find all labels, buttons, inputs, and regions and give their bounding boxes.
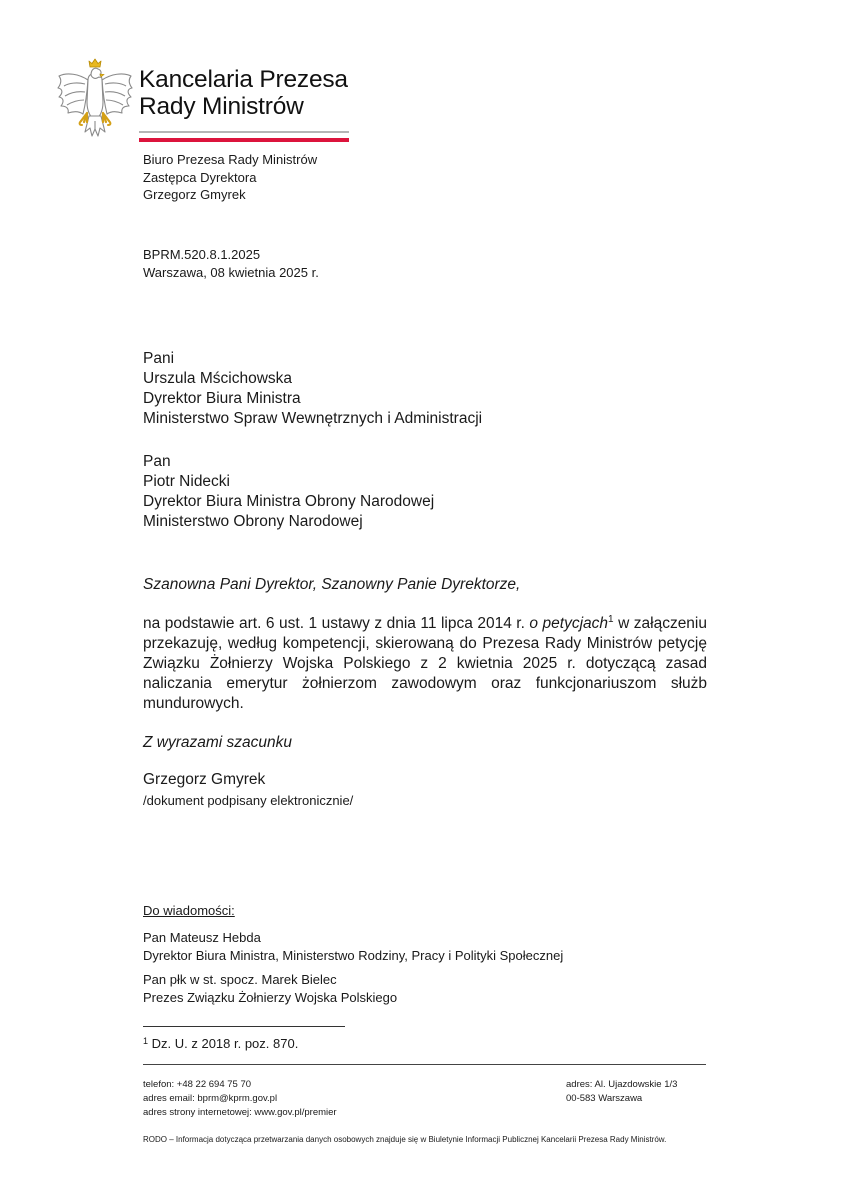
footnote — [143, 1036, 298, 1051]
organization-name — [139, 66, 348, 120]
cc-entry — [143, 971, 397, 1006]
footer-address — [566, 1078, 677, 1106]
footer-address-line1: adres: Al. Ujazdowskie 1/3 — [566, 1079, 678, 1090]
reference-block — [143, 246, 319, 281]
electronic-signature-note: /dokument podpisany elektronicznie/ — [143, 793, 354, 808]
recipient-title: Pani — [143, 350, 175, 367]
place-and-date: Warszawa, 08 kwietnia 2025 r. — [143, 264, 319, 280]
law-title: o petycjach — [529, 615, 609, 632]
recipient-position: Dyrektor Biura Ministra Obrony Narodowej — [143, 493, 435, 510]
cc-entry-name: Pan płk w st. spocz. Marek Bielec — [143, 972, 337, 987]
sender-position: Zastępca Dyrektora — [143, 169, 257, 185]
recipient-block — [143, 349, 482, 429]
salutation: Szanowna Pani Dyrektor, Szanowny Panie Dyrektorze, — [143, 576, 521, 593]
header-rule-red — [139, 138, 349, 142]
header-rule-gray — [139, 131, 349, 133]
cc-entry-position: Dyrektor Biura Ministra, Ministerstwo Rodziny, Pracy i Polityki Społecznej — [143, 947, 564, 963]
footnote-number: 1 — [143, 1036, 149, 1046]
footnote-separator — [143, 1026, 345, 1027]
letter-body-text: na podstawie art. 6 ust. 1 ustawy z dnia 11 lipca 2014 r. — [143, 615, 530, 632]
recipient-title: Pan — [143, 453, 171, 470]
organization-name-line1: Kancelaria Prezesa — [139, 66, 348, 93]
closing-formula: Z wyrazami szacunku — [143, 734, 293, 751]
footer-rule — [143, 1064, 706, 1065]
white-eagle-emblem-icon — [55, 58, 135, 142]
footer-address-line2: 00-583 Warszawa — [566, 1093, 643, 1104]
cc-heading: Do wiadomości: — [143, 903, 235, 918]
organization-name-line2: Rady Ministrów — [139, 93, 304, 120]
letter-body-text: w załączeniu przekazuję, według kompetencji, skierowaną do Prezesa Rady Ministrów petycję Związku Żołnierzy Wojska Polskiego z 2 kwietnia 2025 r. dotyczącą zasad naliczania emerytur żołnierzom zawodowym oraz funkcjonariuszom służb mundurowych. — [143, 615, 707, 712]
footer-email: adres email: bprm@kprm.gov.pl — [143, 1093, 278, 1104]
recipient-institution: Ministerstwo Spraw Wewnętrznych i Administracji — [143, 410, 483, 427]
reference-number: BPRM.520.8.1.2025 — [143, 247, 261, 262]
recipient-institution: Ministerstwo Obrony Narodowej — [143, 513, 363, 530]
footnote-text: Dz. U. z 2018 r. poz. 870. — [148, 1036, 299, 1051]
letter-body — [143, 614, 707, 714]
footnote-reference: 1 — [608, 614, 614, 625]
footer-phone: telefon: +48 22 694 75 70 — [143, 1079, 252, 1090]
recipient-name: Piotr Nidecki — [143, 473, 230, 490]
cc-entry-name: Pan Mateusz Hebda — [143, 930, 261, 945]
rodo-notice: RODO – Informacja dotycząca przetwarzania danych osobowych znajduje się w Biuletynie Informacji Publicznej Kancelarii Prezesa Rady Ministrów. — [143, 1135, 667, 1144]
sender-name: Grzegorz Gmyrek — [143, 187, 246, 202]
cc-entry-position: Prezes Związku Żołnierzy Wojska Polskiego — [143, 989, 398, 1005]
footer-website: adres strony internetowej: www.gov.pl/premier — [143, 1107, 337, 1118]
recipient-block — [143, 452, 434, 532]
footer-contact — [143, 1078, 337, 1120]
sender-office: Biuro Prezesa Rady Ministrów — [143, 152, 318, 167]
sender-block — [143, 151, 317, 204]
recipient-position: Dyrektor Biura Ministra — [143, 390, 301, 407]
signer-name: Grzegorz Gmyrek — [143, 771, 266, 788]
cc-entry — [143, 929, 563, 964]
recipient-name: Urszula Mścichowska — [143, 370, 293, 387]
